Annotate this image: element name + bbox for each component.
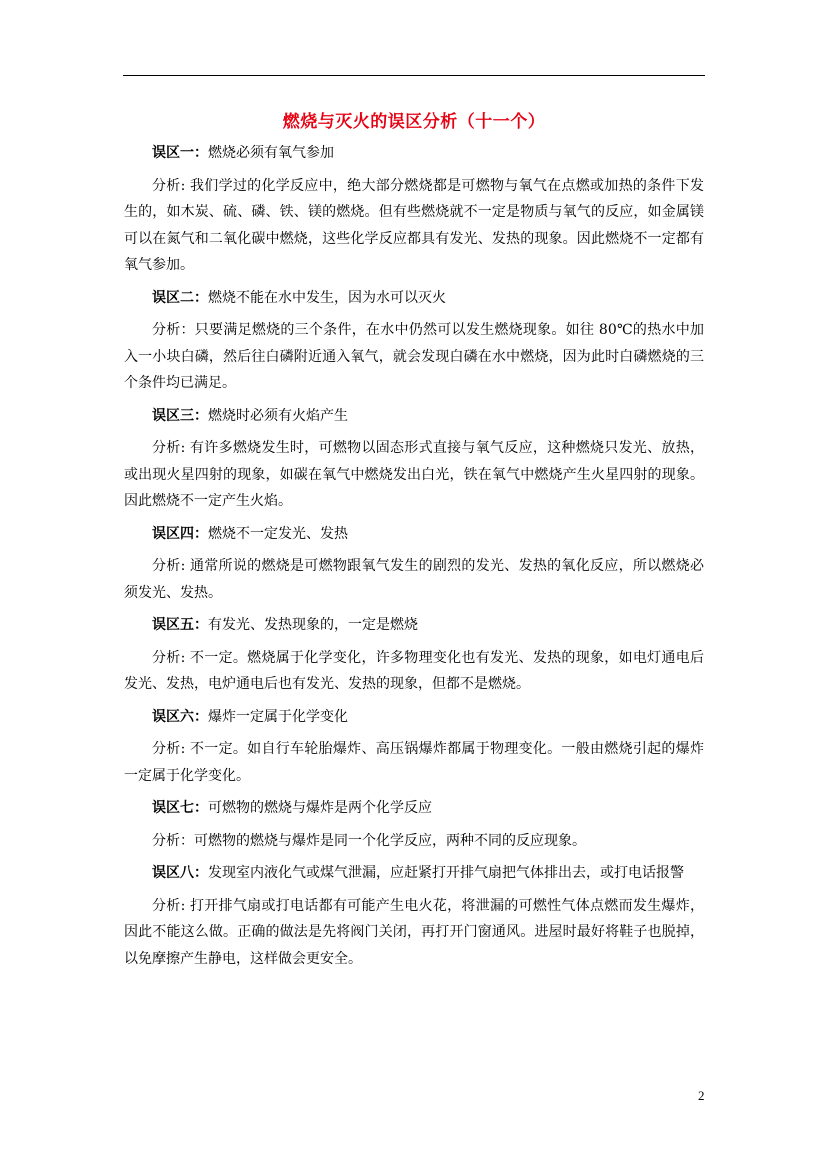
misconception-label: 误区六： xyxy=(152,708,208,725)
analysis-paragraph-5: 分析: 不一定。燃烧属于化学变化，许多物理变化也有发光、发热的现象，如电灯通电后发光、发热，电炉通电后也有发光、发热的现象，但都不是燃烧。 xyxy=(124,649,704,692)
misconception-claim: 燃烧时必须有火焰产生 xyxy=(208,407,348,424)
misconception-label: 误区八： xyxy=(152,865,208,881)
misconception-heading-3 xyxy=(124,403,704,430)
misconception-claim: 燃烧必须有氧气参加 xyxy=(208,145,334,161)
misconception-heading-8 xyxy=(124,860,704,887)
misconception-label: 误区二： xyxy=(152,289,208,306)
analysis-paragraph-2: 分析：只要满足燃烧的三个条件，在水中仍然可以发生燃烧现象。如往 80℃的热水中加入一小块白磷，然后往白磷附近通入氧气，就会发现白磷在水中燃烧，因为此时白磷燃烧的三个条件均已满足。 xyxy=(124,322,704,391)
analysis-paragraph-1: 分析: 我们学过的化学反应中，绝大部分燃烧都是可燃物与氧气在点燃或加热的条件下发生的，如木炭、硫、磷、铁、镁的燃烧。但有些燃烧就不一定是物质与氧气的反应，如金属镁可以在氮气和二氧化碳中燃烧，这些化学反应都具有发光、发热的现象。因此燃烧不一定都有氧气参加。 xyxy=(124,177,704,273)
header-rule xyxy=(123,75,705,76)
page-number: 2 xyxy=(698,1088,705,1103)
misconception-heading-7 xyxy=(124,795,704,822)
misconception-heading-6 xyxy=(124,704,704,731)
document-body xyxy=(124,105,704,978)
misconception-claim: 爆炸一定属于化学变化 xyxy=(208,708,348,725)
misconception-claim: 燃烧不能在水中发生，因为水可以灭火 xyxy=(208,289,446,306)
misconception-heading-4 xyxy=(124,521,704,548)
misconception-heading-5 xyxy=(124,612,704,639)
analysis-paragraph-7: 分析：可燃物的燃烧与爆炸是同一个化学反应，两种不同的反应现象。 xyxy=(152,832,586,849)
analysis-paragraph-3: 分析: 有许多燃烧发生时，可燃物以固态形式直接与氧气反应，这种燃烧只发光、放热，或出现火星四射的现象，如碳在氧气中燃烧发出白光，铁在氧气中燃烧产生火星四射的现象。因此燃烧不一定产生火焰。 xyxy=(124,440,704,509)
misconception-label: 误区四： xyxy=(152,525,208,542)
document-title: 燃烧与灭火的误区分析（十一个） xyxy=(282,112,546,132)
misconception-label: 误区七： xyxy=(152,800,208,816)
misconception-claim: 燃烧不一定发光、发热 xyxy=(208,525,348,542)
misconception-label: 误区一： xyxy=(152,145,208,161)
misconception-heading-1 xyxy=(124,140,704,167)
misconception-heading-2 xyxy=(124,285,704,312)
misconception-label: 误区三： xyxy=(152,407,208,424)
misconception-claim: 发现室内液化气或煤气泄漏，应赶紧打开排气扇把气体排出去，或打电话报警 xyxy=(208,865,684,881)
misconception-label: 误区五： xyxy=(152,617,208,633)
misconception-claim: 可燃物的燃烧与爆炸是两个化学反应 xyxy=(208,800,432,816)
analysis-paragraph-4: 分析: 通常所说的燃烧是可燃物跟氧气发生的剧烈的发光、发热的氧化反应，所以燃烧必须发光、发热。 xyxy=(124,558,704,601)
analysis-paragraph-8: 分析: 打开排气扇或打电话都有可能产生电火花，将泄漏的可燃性气体点燃而发生爆炸，因此不能这么做。正确的做法是先将阀门关闭，再打开门窗通风。进屋时最好将鞋子也脱掉，以免摩擦产生静电，这样做会更安全。 xyxy=(124,897,704,967)
analysis-paragraph-6: 分析: 不一定。如自行车轮胎爆炸、高压锅爆炸都属于物理变化。一般由燃烧引起的爆炸一定属于化学变化。 xyxy=(124,741,704,784)
misconception-claim: 有发光、发热现象的，一定是燃烧 xyxy=(208,617,418,633)
